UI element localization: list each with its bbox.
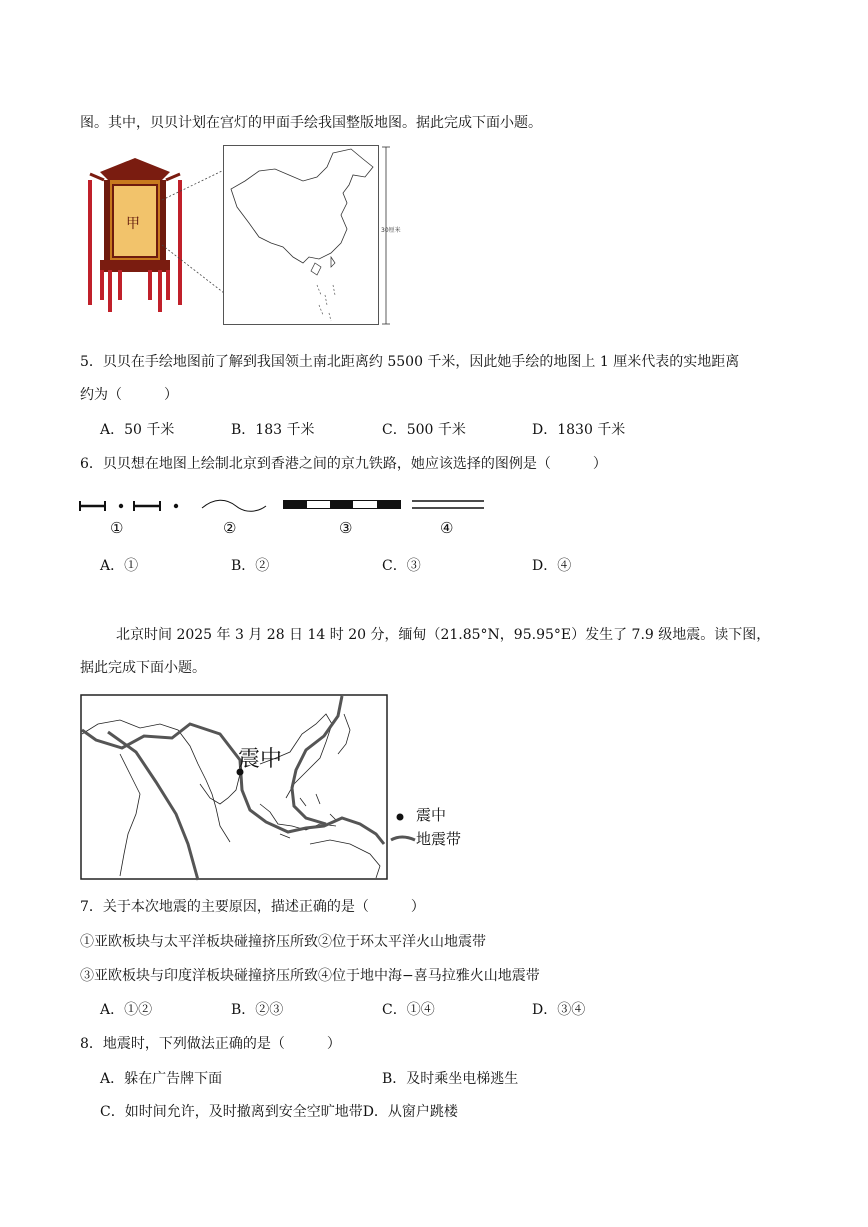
connector-lines [160,145,230,305]
legend-symbol-highway [412,499,484,511]
map-height-label: 30厘米 [381,227,401,234]
passage-line1: 北京时间 2025 年 3 月 28 日 14 时 20 分，缅甸（21.85°N，95.95°E）发生了 7.9 级地震。读下图， [116,627,771,643]
legend-symbol-railway [283,500,403,510]
symbol-label-3: ③ [339,519,353,537]
q7-statements-2: ③亚欧板块与印度洋板块碰撞挤压所致④位于地中海−喜马拉雅火山地震带 [80,968,540,984]
legend-belt-label: 地震带 [416,830,462,848]
q7-stem: 7．关于本次地震的主要原因，描述正确的是（ ） [80,899,425,915]
seismic-belt-legend-line [390,834,416,844]
q5-option-c[interactable]: C．500 千米 [382,422,466,438]
q8-option-a[interactable]: A．躲在广告牌下面 [100,1071,223,1087]
passage-line2: 据此完成下面小题。 [80,660,206,676]
q8-option-c-d[interactable]: C．如时间允许，及时撤离到安全空旷地带D．从窗户跳楼 [100,1104,458,1120]
q6-option-c[interactable]: C．③ [382,558,421,574]
q7-option-b[interactable]: B．②③ [231,1002,284,1018]
q5-option-a[interactable]: A．50 千米 [100,422,175,438]
q7-option-a[interactable]: A．①② [100,1002,153,1018]
q7-option-d[interactable]: D．③④ [532,1002,586,1018]
q7-option-c[interactable]: C．①④ [382,1002,435,1018]
legend-symbol-river [200,496,270,516]
earthquake-belt-map [80,694,390,882]
q6-option-d[interactable]: D．④ [532,558,572,574]
q6-stem: 6．贝贝想在地图上绘制北京到香港之间的京九铁路，她应该选择的图例是（ ） [80,456,607,472]
q8-stem: 8．地震时，下列做法正确的是（ ） [80,1036,341,1052]
q6-option-a[interactable]: A．① [100,558,139,574]
q8-option-b[interactable]: B．及时乘坐电梯逃生 [382,1071,519,1087]
q7-statements-1: ①亚欧板块与太平洋板块碰撞挤压所致②位于环太平洋火山地震带 [80,934,486,950]
symbol-label-4: ④ [440,519,454,537]
q6-option-b[interactable]: B．② [231,558,270,574]
china-map-image [223,145,413,327]
legend-symbol-boundary [78,498,188,514]
legend-epicenter-label: 震中 [416,806,447,824]
symbol-label-2: ② [223,519,237,537]
q5-option-b[interactable]: B．183 千米 [231,422,315,438]
epicenter-legend-dot [395,812,405,822]
q5-option-d[interactable]: D．1830 千米 [532,422,626,438]
symbol-label-1: ① [110,519,124,537]
epicenter-label: 震中 [238,747,283,772]
lantern-face-label: 甲 [126,216,140,232]
q5-stem-line1: 5．贝贝在手绘地图前了解到我国领土南北距离约 5500 千米，因此她手绘的地图上 1 厘米代表的实地距离 [80,354,740,370]
intro-text: 图。其中，贝贝计划在宫灯的甲面手绘我国整版地图。据此完成下面小题。 [80,115,542,131]
q5-stem-line2: 约为（ ） [80,387,178,403]
